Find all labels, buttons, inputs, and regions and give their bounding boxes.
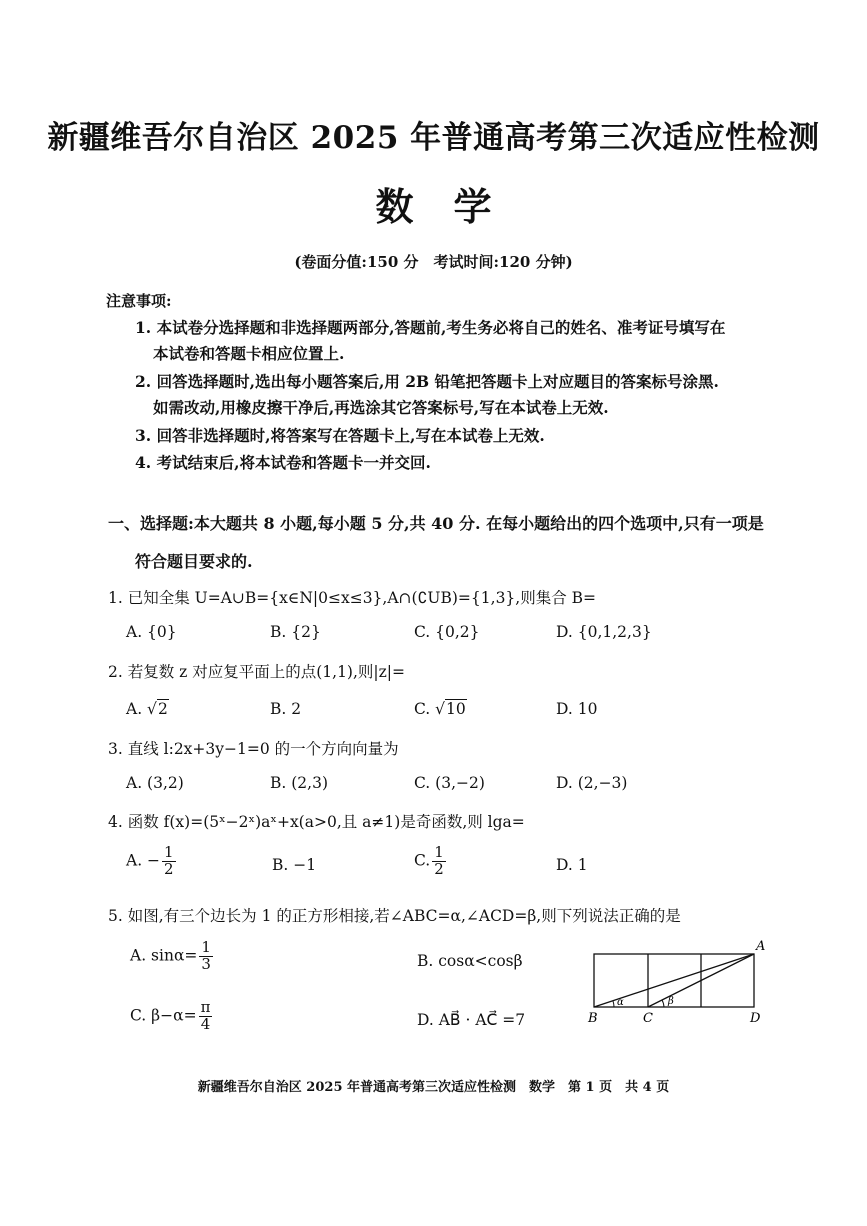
- q5-option-d: D. AB⃗ · AC⃗ =7: [417, 1011, 526, 1029]
- notice-item: 本试卷和答题卡相应位置上.: [153, 344, 345, 363]
- alpha-arc: [613, 1001, 614, 1007]
- q2-option-c: C. √10: [414, 700, 466, 718]
- notice-item: 如需改动,用橡皮擦干净后,再选涂其它答案标号,写在本试卷上无效.: [153, 398, 609, 417]
- question-3-stem: 3. 直线 l:2x+3y−1=0 的一个方向向量为: [108, 740, 399, 758]
- alpha-label: α: [617, 997, 624, 1008]
- section-heading-cont: 符合题目要求的.: [135, 552, 253, 571]
- question-4-stem: 4. 函数 f(x)=(5ˣ−2ˣ)aˣ+x(a>0,且 a≠1)是奇函数,则 lga=: [108, 813, 525, 831]
- subject-title: 数学: [375, 184, 532, 229]
- q2-option-a: A. √2: [126, 700, 168, 718]
- notice-item: 2. 回答选择题时,选出每小题答案后,用 2B 铅笔把答题卡上对应题目的答案标号涂黑.: [135, 372, 719, 391]
- point-a-label: A: [756, 939, 766, 954]
- q4-option-a: A. − $\frac{1}{2}$: [126, 843, 174, 878]
- q5-option-a: A. sinα= $\frac{1}{3}$: [130, 938, 211, 973]
- q4-option-b: B. −1: [272, 856, 317, 874]
- notice-item: 3. 回答非选择题时,将答案写在答题卡上,写在本试卷上无效.: [135, 426, 545, 445]
- q3-option-d: D. (2,−3): [556, 774, 628, 792]
- question-5-stem: 5. 如图,有三个边长为 1 的正方形相接,若∠ABC=α,∠ACD=β,则下列说法正确的是: [108, 907, 681, 925]
- exam-meta: (卷面分值:150 分 考试时间:120 分钟): [294, 253, 573, 271]
- q4-option-c: C. $\frac{1}{2}$: [414, 843, 444, 878]
- q1-option-c: C. {0,2}: [414, 623, 480, 641]
- exam-title: 新疆维吾尔自治区 2025 年普通高考第三次适应性检测: [47, 120, 820, 156]
- q1-option-b: B. {2}: [270, 623, 321, 641]
- beta-label: β: [668, 996, 674, 1007]
- q4-option-d: D. 1: [556, 856, 588, 874]
- page-footer: 新疆维吾尔自治区 2025 年普通高考第三次适应性检测 数学 第 1 页 共 4 页: [197, 1080, 670, 1095]
- q2-option-b: B. 2: [270, 700, 302, 718]
- q5-option-c: C. β−α= $\frac{\pi}{4}$: [130, 998, 211, 1033]
- q3-option-a: A. (3,2): [126, 774, 184, 792]
- q2-option-d: D. 10: [556, 700, 598, 718]
- q3-option-c: C. (3,−2): [414, 774, 485, 792]
- notice-heading: 注意事项:: [106, 292, 172, 310]
- q5-squares-figure: [580, 936, 770, 1028]
- section-heading: 一、选择题:本大题共 8 小题,每小题 5 分,共 40 分. 在每小题给出的四个选项中,只有一项是: [108, 514, 764, 533]
- beta-arc: [662, 1000, 664, 1007]
- point-d-label: D: [750, 1011, 761, 1026]
- notice-item: 1. 本试卷分选择题和非选择题两部分,答题前,考生务必将自己的姓名、准考证号填写在: [135, 318, 726, 337]
- point-b-label: B: [588, 1011, 598, 1026]
- q3-option-b: B. (2,3): [270, 774, 328, 792]
- question-2-stem: 2. 若复数 z 对应复平面上的点(1,1),则|z|=: [108, 663, 406, 681]
- q1-option-d: D. {0,1,2,3}: [556, 623, 652, 641]
- q5-option-b: B. cosα<cosβ: [417, 952, 523, 970]
- question-1-stem: 1. 已知全集 U=A∪B={x∈N|0≤x≤3},A∩(∁UB)={1,3},则集合 B=: [108, 589, 597, 607]
- point-c-label: C: [643, 1011, 653, 1026]
- q1-option-a: A. {0}: [126, 623, 177, 641]
- notice-item: 4. 考试结束后,将本试卷和答题卡一并交回.: [135, 453, 431, 472]
